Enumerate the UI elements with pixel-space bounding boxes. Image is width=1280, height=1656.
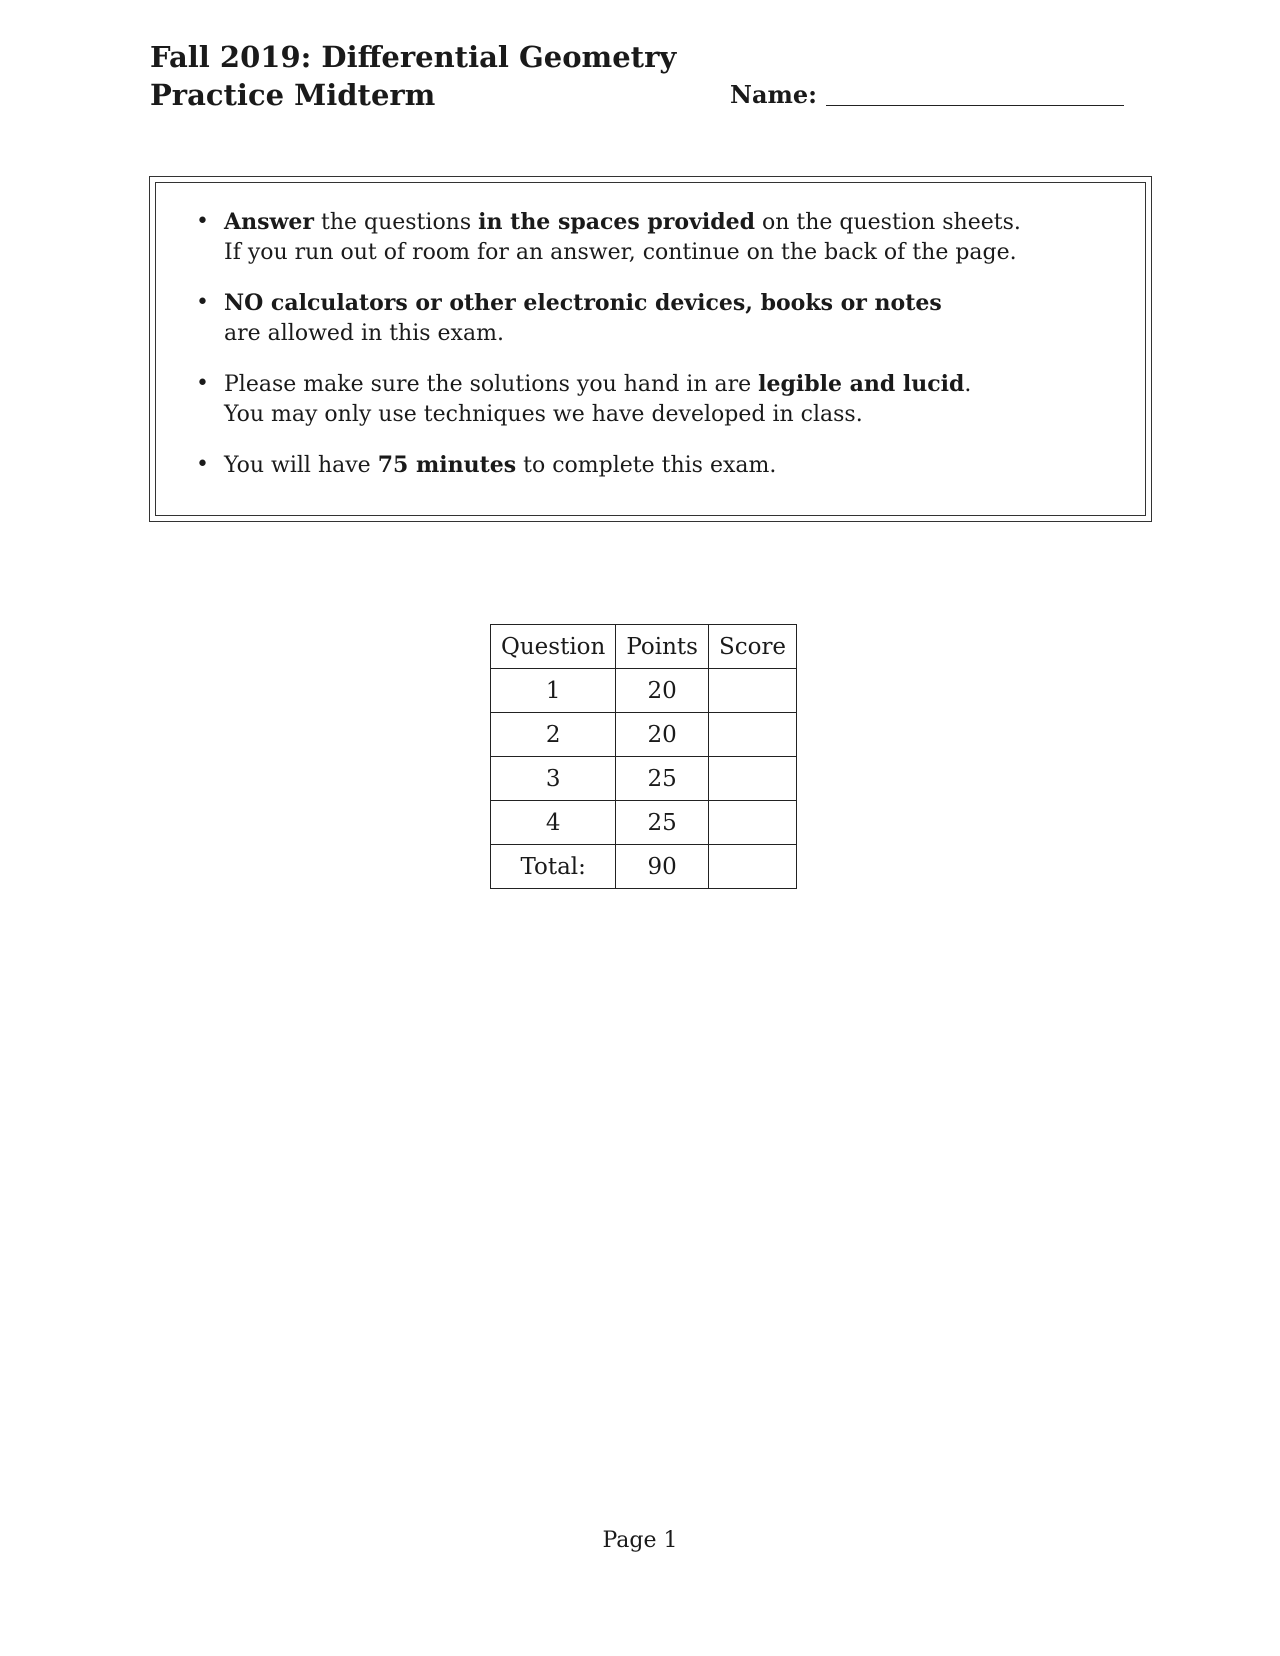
table-row (491, 669, 797, 713)
cell-score[interactable] (708, 713, 796, 757)
table-row (491, 845, 797, 889)
cell-score[interactable] (708, 757, 796, 801)
instruction-emphasis: 75 minutes (377, 452, 517, 478)
instructions-box-inner (155, 182, 1146, 516)
cell-score[interactable] (708, 669, 796, 713)
cell-points: 20 (616, 669, 709, 713)
cell-question: Total: (491, 845, 616, 889)
cell-points: 90 (616, 845, 709, 889)
instruction-text: . (964, 372, 972, 397)
cell-question: 1 (491, 669, 616, 713)
instruction-line (224, 450, 1021, 481)
instructions-box (149, 176, 1152, 522)
instruction-emphasis: NO calculators or other electronic devices, books or notes (224, 290, 942, 316)
name-label: Name: (730, 80, 818, 109)
instruction-text: Please make sure the solutions you hand in are (224, 372, 759, 397)
score-table (490, 624, 797, 889)
bullet-icon: • (196, 209, 209, 234)
instruction-line: If you run out of room for an answer, continue on the back of the page. (224, 240, 1017, 265)
cell-points: 25 (616, 757, 709, 801)
score-table-body (491, 669, 797, 889)
instruction-text: on the question sheets. (754, 210, 1021, 235)
instruction-emphasis: legible and lucid (758, 371, 965, 397)
bullet-icon: • (196, 371, 209, 396)
cell-points: 20 (616, 713, 709, 757)
instruction-line: are allowed in this exam. (224, 321, 504, 346)
course-title: Fall 2019: Differential Geometry (150, 40, 677, 74)
instruction-line: You may only use techniques we have developed in class. (224, 402, 863, 427)
exam-title: Practice Midterm (150, 78, 436, 112)
cell-points: 25 (616, 801, 709, 845)
score-table-header-row (491, 625, 797, 669)
instruction-item (196, 369, 1021, 430)
instruction-text: the questions (313, 210, 479, 235)
instruction-line (224, 369, 1021, 400)
instructions-list (196, 207, 1021, 501)
cell-score[interactable] (708, 845, 796, 889)
instruction-line (224, 207, 1021, 238)
header-question: Question (491, 625, 616, 669)
page-number: Page 1 (602, 1528, 678, 1553)
header-points: Points (616, 625, 709, 669)
instruction-item (196, 207, 1021, 268)
table-row (491, 757, 797, 801)
table-row (491, 713, 797, 757)
table-row (491, 801, 797, 845)
bullet-icon: • (196, 452, 209, 477)
instruction-text: You will have (224, 453, 378, 478)
title-block (150, 38, 676, 114)
bullet-icon: • (196, 290, 209, 315)
header-score: Score (708, 625, 796, 669)
cell-question: 3 (491, 757, 616, 801)
instruction-emphasis: in the spaces provided (478, 209, 755, 235)
cell-question: 2 (491, 713, 616, 757)
instruction-item (196, 288, 1021, 349)
cell-score[interactable] (708, 801, 796, 845)
name-field-line[interactable] (826, 105, 1124, 106)
instruction-text: to complete this exam. (516, 453, 777, 478)
cell-question: 4 (491, 801, 616, 845)
instruction-item (196, 450, 1021, 481)
instruction-line (224, 288, 1021, 319)
instruction-emphasis: Answer (224, 209, 314, 235)
